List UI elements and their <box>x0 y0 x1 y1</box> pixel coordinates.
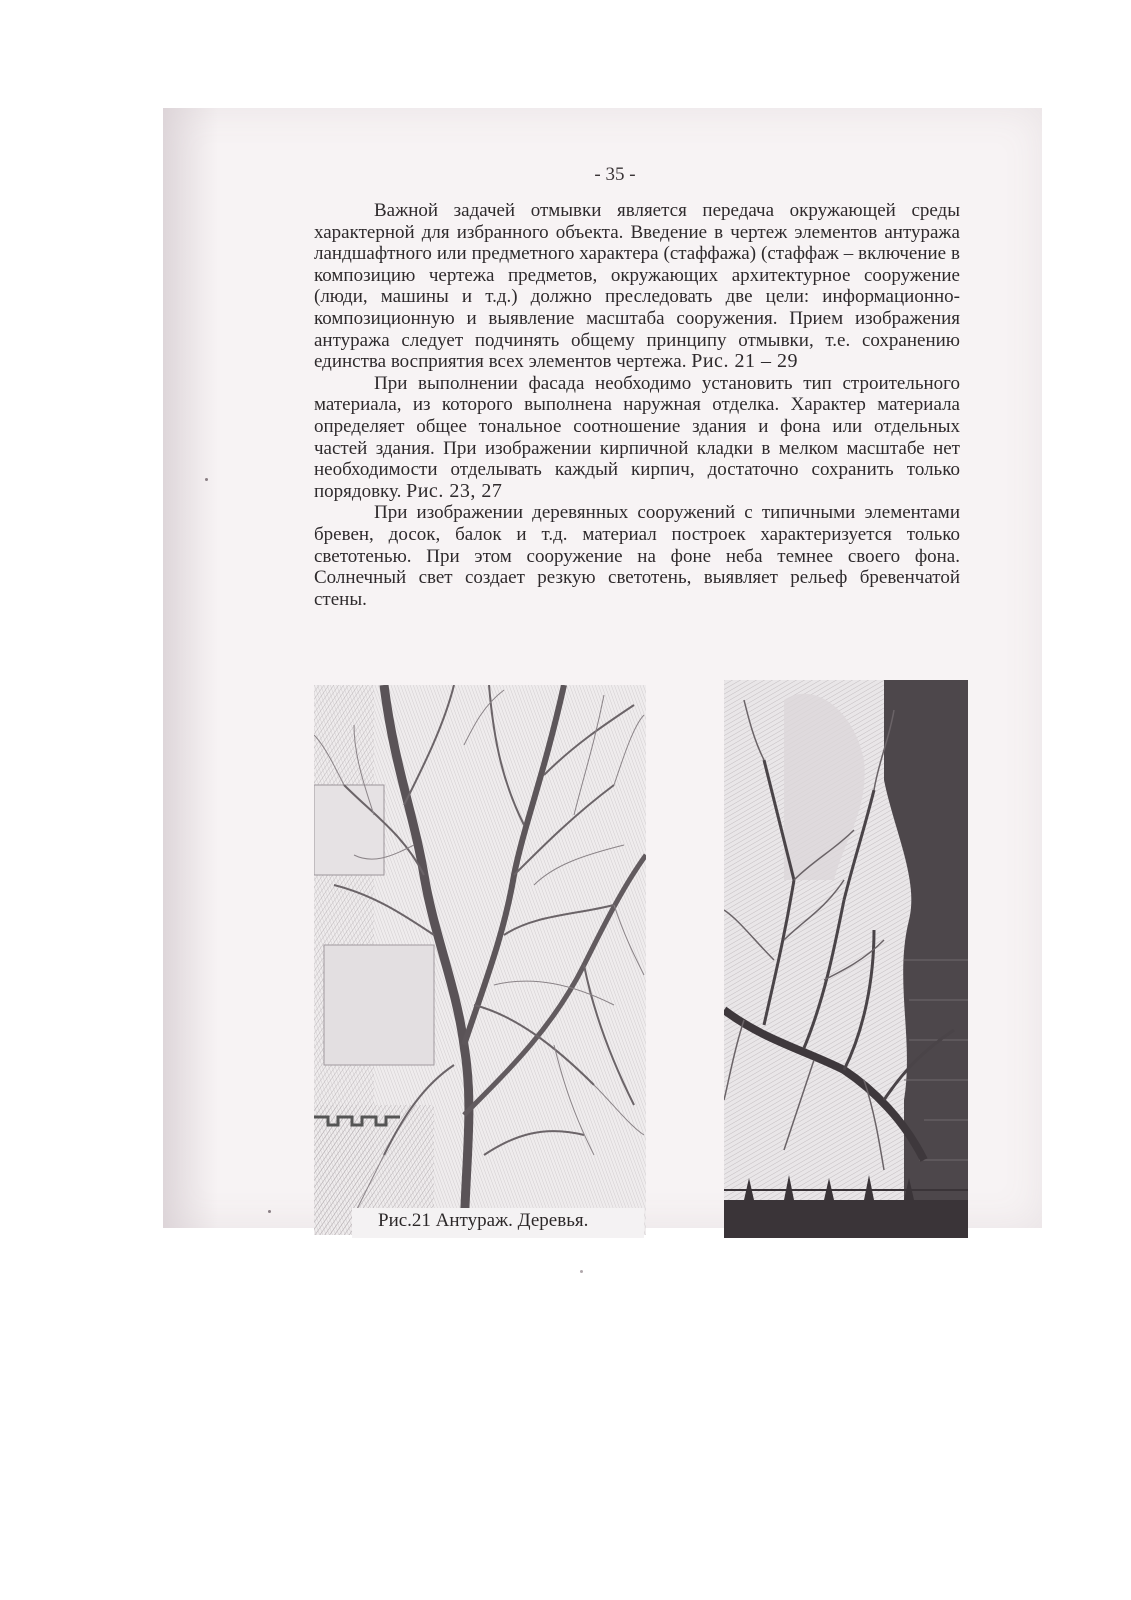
paragraph-1-text: Важной задачей отмывки является передача окружающей среды характерной для избранного объекта. Введение в чертеж элементов антуража ландшафтного или предметного характера (стаффажа) (стаффаж – включение в композицию чертежа предметов, окружающих архитектурное сооружение (люди, машины и т.д.) должно преследовать две цели: информационно-композиционную и выявление масштаба сооружения. Прием изображения антуража следует подчинять общему принципу отмывки, т.е. сохранению единства восприятия всех элементов чертежа. <box>314 200 960 373</box>
scan-speck <box>268 1210 271 1213</box>
scan-speck <box>205 478 208 481</box>
page-number: - 35 - <box>594 164 636 185</box>
figure-tree-left <box>314 685 646 1235</box>
figure-tree-right <box>724 680 968 1238</box>
paragraph-3-text: При изображении деревянных сооружений с типичными элементами бревен, досок, балок и т.д. материал построек характеризуется только светотенью. При этом сооружение на фоне неба темнее своего фона. Солнечный свет создает резкую светотень, выявляет рельеф бревенчатой стены. <box>314 502 960 610</box>
paragraph-1 <box>314 200 960 373</box>
figure-reference: Рис. 21 – 29 <box>691 350 798 373</box>
paragraph-3 <box>314 502 960 610</box>
paragraph-2 <box>314 373 960 503</box>
tree-drawing-left <box>314 685 646 1235</box>
scan-speck <box>580 1270 583 1273</box>
paragraph-2-text: При выполнении фасада необходимо установить тип строительного материала, из которого выполнена наружная отделка. Характер материала определяет общее тональное соотношение здания и фона или отдельных частей здания. При изображении кирпичной кладки в мелком масштабе нет необходимости отделывать каждый кирпич, достаточно сохранить только порядовку. <box>314 372 960 502</box>
page-gutter-shadow <box>163 108 218 1228</box>
tree-drawing-right <box>724 680 968 1238</box>
figure-caption: Рис.21 Антураж. Деревья. <box>378 1210 589 1231</box>
figure-reference: Рис. 23, 27 <box>406 479 503 502</box>
body-text <box>314 200 960 610</box>
